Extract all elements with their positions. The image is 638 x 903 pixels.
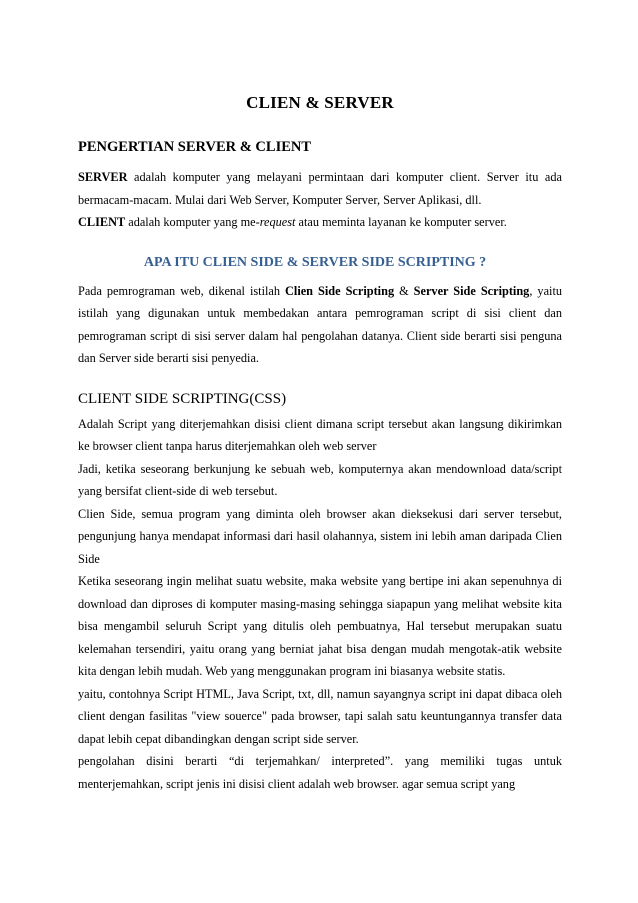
paragraph-css-5: yaitu, contohnya Script HTML, Java Script, txt, dll, namun sayangnya script ini dapat dibaca oleh client dengan fasilitas "view souerce" pada browser, tapi salah satu keuntungannya transfer data dapat lebih cepat dibandingkan dengan script side server.: [78, 686, 562, 746]
heading-pengertian: PENGERTIAN SERVER & CLIENT: [78, 139, 312, 155]
paragraph-css-3: Clien Side, semua program yang diminta oleh browser akan dieksekusi dari server tersebut, pengunjung hanya mendapat informasi dari hasil olahannya, sistem ini lebih aman daripada Clien Side: [78, 506, 562, 566]
scripting-intro-text-b: , yaitu istilah yang digunakan untuk membedakan antara pemrograman script di sisi client dan pemrograman script di sisi server dalam hal pengolahan datanya. Client side berarti sisi penguna dan Server side berarti sisi penyedia.: [78, 283, 563, 365]
client-definition-text-a: adalah komputer yang me-: [125, 215, 260, 229]
server-definition-text: adalah komputer yang melayani permintaan dari komputer client. Server itu ada bermacam-macam. Mulai dari Web Server, Komputer Server, Server Aplikasi, dll.: [78, 170, 562, 207]
term-client: CLIENT: [78, 215, 126, 229]
term-server: SERVER: [78, 170, 128, 184]
paragraph-server-definition: [78, 166, 562, 211]
scripting-ampersand: &: [394, 283, 414, 298]
paragraph-css-4: Ketika seseorang ingin melihat suatu website, maka website yang bertipe ini akan sepenuhnya di download dan diproses di komputer masing-masing sehingga siapapun yang melihat website kita bisa mengambil seluruh Script yang ditulis oleh pembuatnya, Hal tersebut merupakan suatu kelemahan tersendiri, yaitu orang yang berniat jahat bisa dengan mudah mengotak-atik website kita dengan lebih mudah. Web yang menggunakan program ini biasanya website statis.: [78, 574, 562, 678]
client-definition-text-b: atau meminta layanan ke komputer server.: [295, 215, 507, 229]
paragraph-css-6: pengolahan disini berarti “di terjemahkan/ interpreted”. yang memiliki tugas untuk menterjemahkan, script jenis ini disisi client adalah web browser. agar semua script yang: [78, 754, 562, 791]
paragraph-scripting-intro: [78, 280, 562, 370]
paragraph-css-1: Adalah Script yang diterjemahkan disisi client dimana script tersebut akan langsung dikirimkan ke browser client tanpa harus diterjemahkan oleh web server: [78, 416, 562, 453]
term-clien-side-scripting: Clien Side Scripting: [285, 283, 395, 298]
heading-scripting-question: APA ITU CLIEN SIDE & SERVER SIDE SCRIPTING ?: [143, 254, 487, 270]
term-server-side-scripting: Server Side Scripting: [413, 283, 530, 298]
scripting-intro-text-a: Pada pemrograman web, dikenal istilah: [78, 283, 286, 298]
heading-client-side-scripting: CLIENT SIDE SCRIPTING(CSS): [78, 390, 287, 407]
client-definition-emphasis: request: [259, 215, 296, 229]
paragraph-client-definition: [78, 211, 562, 234]
document-title: CLIEN & SERVER: [246, 93, 394, 112]
paragraph-css-2: Jadi, ketika seseorang berkunjung ke sebuah web, komputernya akan mendownload data/script yang bersifat client-side di web tersebut.: [78, 461, 562, 498]
